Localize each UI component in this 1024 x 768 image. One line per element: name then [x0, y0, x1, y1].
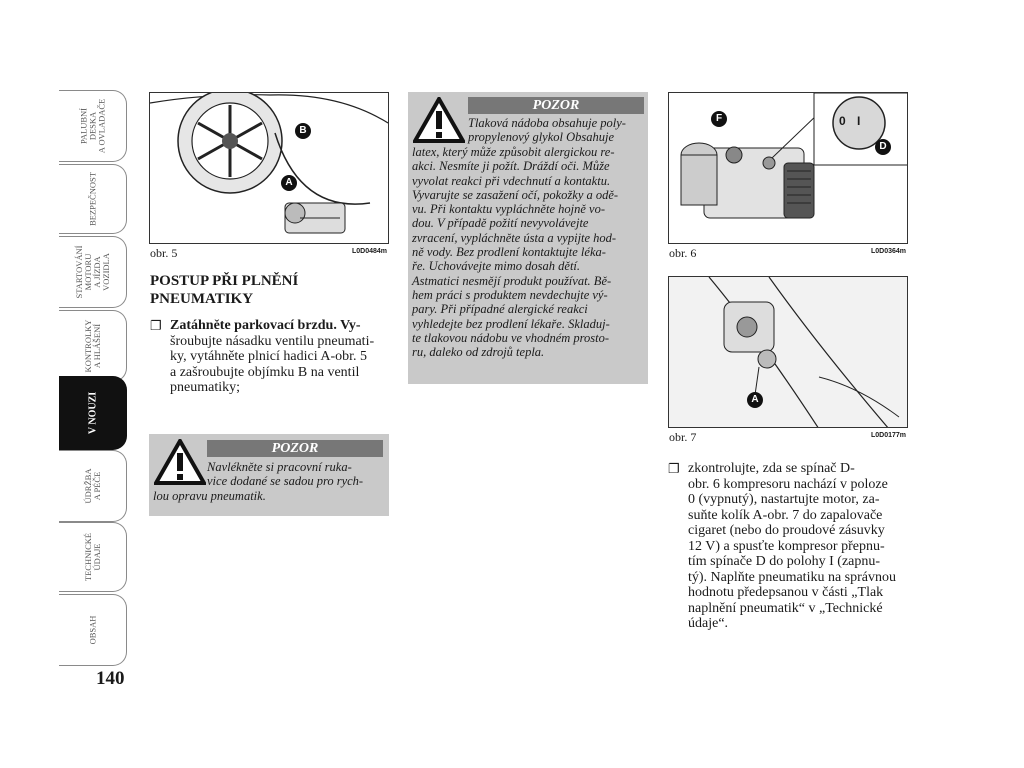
heading-line: PNEUMATIKY — [150, 291, 254, 307]
paragraph-line: Zatáhněte parkovací brzdu. Vy- — [170, 318, 361, 333]
figure-7-code: L0D0177m — [871, 432, 907, 439]
paragraph-line: zkontrolujte, zda se spínač D- — [688, 461, 855, 476]
figure-5-caption: obr. 5 — [150, 246, 178, 260]
paragraph-line: 12 V) a spusťte kompresor přepnu- — [688, 538, 885, 554]
paragraph-line: 0 (vypnutý), nastartujte motor, za- — [688, 492, 880, 507]
tab-dashboard[interactable] — [59, 90, 127, 162]
paragraph-inflate-step2 — [688, 461, 908, 632]
warning-text — [207, 460, 383, 489]
warning-line: Navlékněte si pracovní ruka- — [207, 460, 352, 474]
warning-line: akci. Nesmíte ji požít. Dráždí oči. Může — [412, 159, 610, 174]
paragraph-line: naplnění pneumatik“ v „Technické — [688, 600, 883, 616]
warning-line: zvracení, vypláchněte ústa a vypijte hod- — [412, 230, 617, 245]
warning-line: propylenový glykol Obsahuje — [468, 130, 615, 145]
tab-label: OBSAH — [87, 615, 97, 645]
figure-7-cigarette-lighter — [668, 276, 908, 428]
tab-label: KONTROLKY A HLÁŠENÍ — [82, 319, 102, 373]
tab-label: V NOUZI — [87, 391, 98, 435]
paragraph-line: a zašroubujte objímku B na ventil — [170, 364, 360, 380]
paragraph-line: hodnotu předepsanou v části „Tlak — [688, 585, 884, 600]
tab-label: BEZPEČNOST — [87, 172, 97, 226]
tab-maintenance[interactable] — [59, 450, 127, 522]
tab-starting[interactable] — [59, 236, 127, 308]
figure-5-wheel-compressor — [149, 92, 389, 244]
bullet-icon: ❐ — [668, 461, 680, 476]
warning-gloves — [149, 434, 389, 516]
lighter-socket-illustration — [669, 277, 908, 428]
tab-technical-data[interactable] — [59, 522, 127, 592]
warning-line: latex, který může způsobit alergickou re- — [412, 145, 615, 159]
warning-line: vice dodané se sadou pro rych- — [207, 474, 364, 489]
heading-line: POSTUP PŘI PLNĚNÍ — [150, 273, 299, 289]
warning-line: ře. Uchovávejte mimo dosah dětí. — [412, 259, 581, 274]
label-f-marker: F — [711, 111, 727, 127]
warning-line: Astmatici nesmějí produkt používat. Bě- — [412, 273, 612, 288]
warning-text-tail — [153, 489, 383, 503]
paragraph-line: šroubujte násadku ventilu pneumati- — [170, 333, 375, 349]
tab-safety[interactable] — [59, 164, 127, 234]
tab-label: ÚDRŽBA A PÉČE — [82, 468, 102, 504]
paragraph-line: cigaret (nebo do proudové zásuvky — [688, 523, 885, 538]
figure-6-compressor-switch — [668, 92, 908, 244]
figure-6-caption: obr. 6 — [669, 246, 697, 260]
warning-line: ně vody. Bez prodlení kontaktujte léka- — [412, 245, 606, 260]
paragraph-line: suňte kolík A-obr. 7 do zapalovače — [688, 507, 883, 523]
compressor-illustration — [669, 93, 908, 244]
paragraph-line: pneumatiky; — [170, 380, 240, 395]
warning-line: vu. Při kontaktu vypláchněte hojně vo- — [412, 202, 605, 217]
warning-line: pary. Při případné alergické reakci — [412, 302, 588, 317]
paragraph-inflate-step1 — [170, 318, 388, 396]
warning-text-head — [468, 116, 644, 145]
paragraph-line: obr. 6 kompresoru nachází v poloze — [688, 476, 888, 492]
warning-triangle-icon — [154, 439, 206, 485]
paragraph-line: údaje“. — [688, 616, 729, 631]
paragraph-line: tý). Naplňte pneumatiku na správnou — [688, 569, 897, 585]
tab-emergency[interactable] — [59, 376, 127, 450]
section-heading — [150, 272, 380, 308]
wheel-compressor-illustration — [150, 93, 389, 244]
warning-line: Tlaková nádoba obsahuje poly- — [468, 116, 626, 130]
warning-title: POZOR — [207, 440, 383, 457]
figure-6-code: L0D0364m — [871, 248, 907, 255]
warning-triangle-icon — [413, 97, 465, 143]
paragraph-line: ky, vytáhněte plnicí hadici A-obr. 5 — [170, 349, 367, 364]
figure-5-code: L0D0484m — [352, 248, 388, 255]
warning-line: lou opravu pneumatik. — [153, 489, 266, 503]
switch-one-label: I — [857, 114, 861, 128]
tab-label: TECHNICKÉ ÚDAJE — [82, 532, 102, 582]
bullet-icon: ❐ — [150, 318, 162, 333]
switch-zero-label: 0 — [839, 114, 846, 128]
tab-contents[interactable] — [59, 594, 127, 666]
tab-label: STARTOVÁNÍ MOTORU A JÍZDA VOZIDLA — [73, 245, 111, 299]
warning-line: dou. V případě požití nevyvolávejte — [412, 216, 589, 231]
figure-7-caption: obr. 7 — [669, 430, 697, 444]
warning-text — [412, 145, 644, 359]
warning-line: te tlakovou nádobu ve vhodném prosto- — [412, 330, 610, 345]
label-d-marker: D — [875, 139, 891, 155]
warning-line: vyhledejte bez prodlení lékaře. Skladuj- — [412, 316, 610, 331]
label-b-marker: B — [295, 123, 311, 139]
page-number: 140 — [96, 668, 125, 689]
tab-label: PALUBNÍ DESKA A OVLADAČE — [78, 98, 106, 154]
warning-line: vyvolat reakci při vdechnutí a kontaktu. — [412, 173, 611, 188]
warning-line: Vyvarujte se zasažení očí, pokožky a odě- — [412, 187, 619, 202]
tab-warning-lights[interactable] — [59, 310, 127, 382]
warning-sealant — [408, 92, 648, 384]
paragraph-line: tím spínače D do polohy I (zapnu- — [688, 554, 881, 569]
warning-line: ru, daleko od zdrojů tepla. — [412, 345, 545, 360]
warning-title: POZOR — [468, 97, 644, 114]
warning-line: hem práci s produktem nevdechujte vý- — [412, 287, 608, 302]
label-a-marker: A — [747, 392, 763, 408]
label-a-marker: A — [281, 175, 297, 191]
